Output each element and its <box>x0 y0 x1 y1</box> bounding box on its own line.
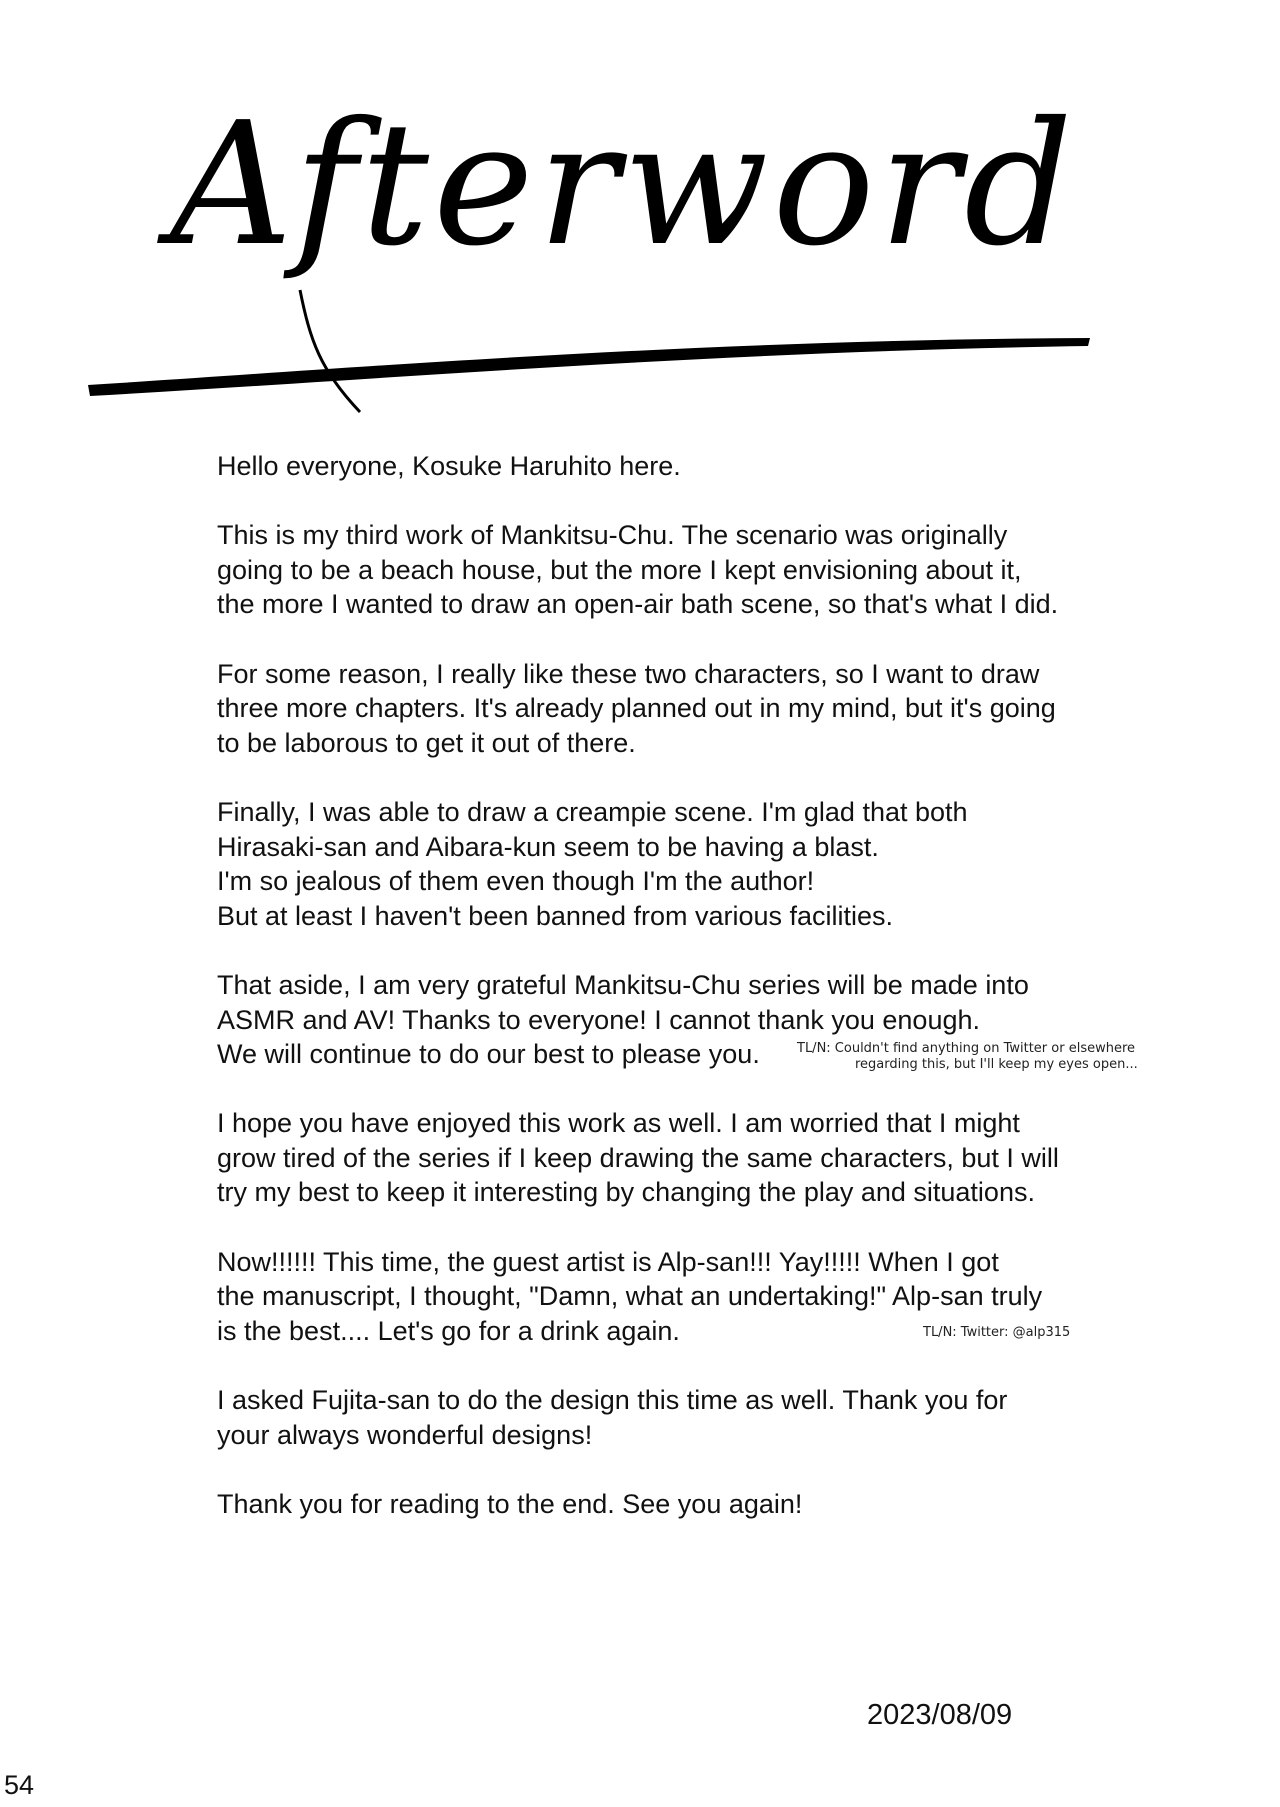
paragraph-line: the more I wanted to draw an open-air bath scene, so that's what I did. <box>217 589 1059 620</box>
paragraph-line: grow tired of the series if I keep drawing the same characters, but I will <box>217 1142 1059 1173</box>
paragraph-line: For some reason, I really like these two characters, so I want to draw <box>217 658 1040 689</box>
tl-note-line: TL/N: Twitter: @alp315 <box>923 1325 1071 1340</box>
paragraph <box>217 1487 1217 1522</box>
paragraph-line: I'm so jealous of them even though I'm the author! <box>217 866 815 897</box>
afterword-body <box>217 449 1217 1556</box>
translator-note-1 <box>797 1041 1267 1073</box>
title-text: Afterword <box>170 86 1077 284</box>
paragraph-line: going to be a beach house, but the more I kept envisioning about it, <box>217 554 1022 585</box>
paragraph-line: That aside, I am very grateful Mankitsu-Chu series will be made into <box>217 969 1029 1000</box>
paragraph-line: to be laborous to get it out of there. <box>217 727 636 758</box>
paragraph-line: the manuscript, I thought, "Damn, what an undertaking!" Alp-san truly <box>217 1281 1043 1312</box>
paragraph <box>217 518 1217 622</box>
paragraph-line: We will continue to do our best to please you. <box>217 1039 760 1070</box>
tl-note-line: regarding this, but I'll keep my eyes open... <box>855 1057 1138 1072</box>
brush-underline <box>80 40 1100 430</box>
paragraph-line: Hirasaki-san and Aibara-kun seem to be having a blast. <box>217 831 879 862</box>
paragraph-line: Thank you for reading to the end. See you again! <box>217 1488 803 1519</box>
paragraph-line: is the best.... Let's go for a drink again. <box>217 1315 680 1346</box>
paragraph-line: your always wonderful designs! <box>217 1419 593 1450</box>
date: 2023/08/09 <box>867 1699 1013 1731</box>
paragraph <box>217 1106 1217 1210</box>
paragraph-line: three more chapters. It's already planned out in my mind, but it's going <box>217 693 1056 724</box>
page-number: 54 <box>4 1770 35 1800</box>
afterword-title <box>80 40 1100 430</box>
translator-note-2 <box>923 1325 1263 1341</box>
paragraph <box>217 1383 1217 1452</box>
paragraph <box>217 657 1217 761</box>
paragraph-line: I hope you have enjoyed this work as well. I am worried that I might <box>217 1108 1020 1139</box>
paragraph-line: Finally, I was able to draw a creampie scene. I'm glad that both <box>217 796 968 827</box>
paragraph-line: But at least I haven't been banned from various facilities. <box>217 900 894 931</box>
paragraph <box>217 449 1217 484</box>
paragraph-line: ASMR and AV! Thanks to everyone! I cannot thank you enough. <box>217 1004 980 1035</box>
paragraph-line: I asked Fujita-san to do the design this time as well. Thank you for <box>217 1385 1008 1416</box>
paragraph-line: try my best to keep it interesting by changing the play and situations. <box>217 1177 1035 1208</box>
paragraph-line: Now!!!!!! This time, the guest artist is Alp-san!!! Yay!!!!! When I got <box>217 1246 999 1277</box>
paragraph <box>217 795 1217 933</box>
tl-note-line: TL/N: Couldn't find anything on Twitter or elsewhere <box>797 1041 1136 1056</box>
paragraph-line: This is my third work of Mankitsu-Chu. The scenario was originally <box>217 520 1008 551</box>
paragraph-line: Hello everyone, Kosuke Haruhito here. <box>217 451 681 481</box>
